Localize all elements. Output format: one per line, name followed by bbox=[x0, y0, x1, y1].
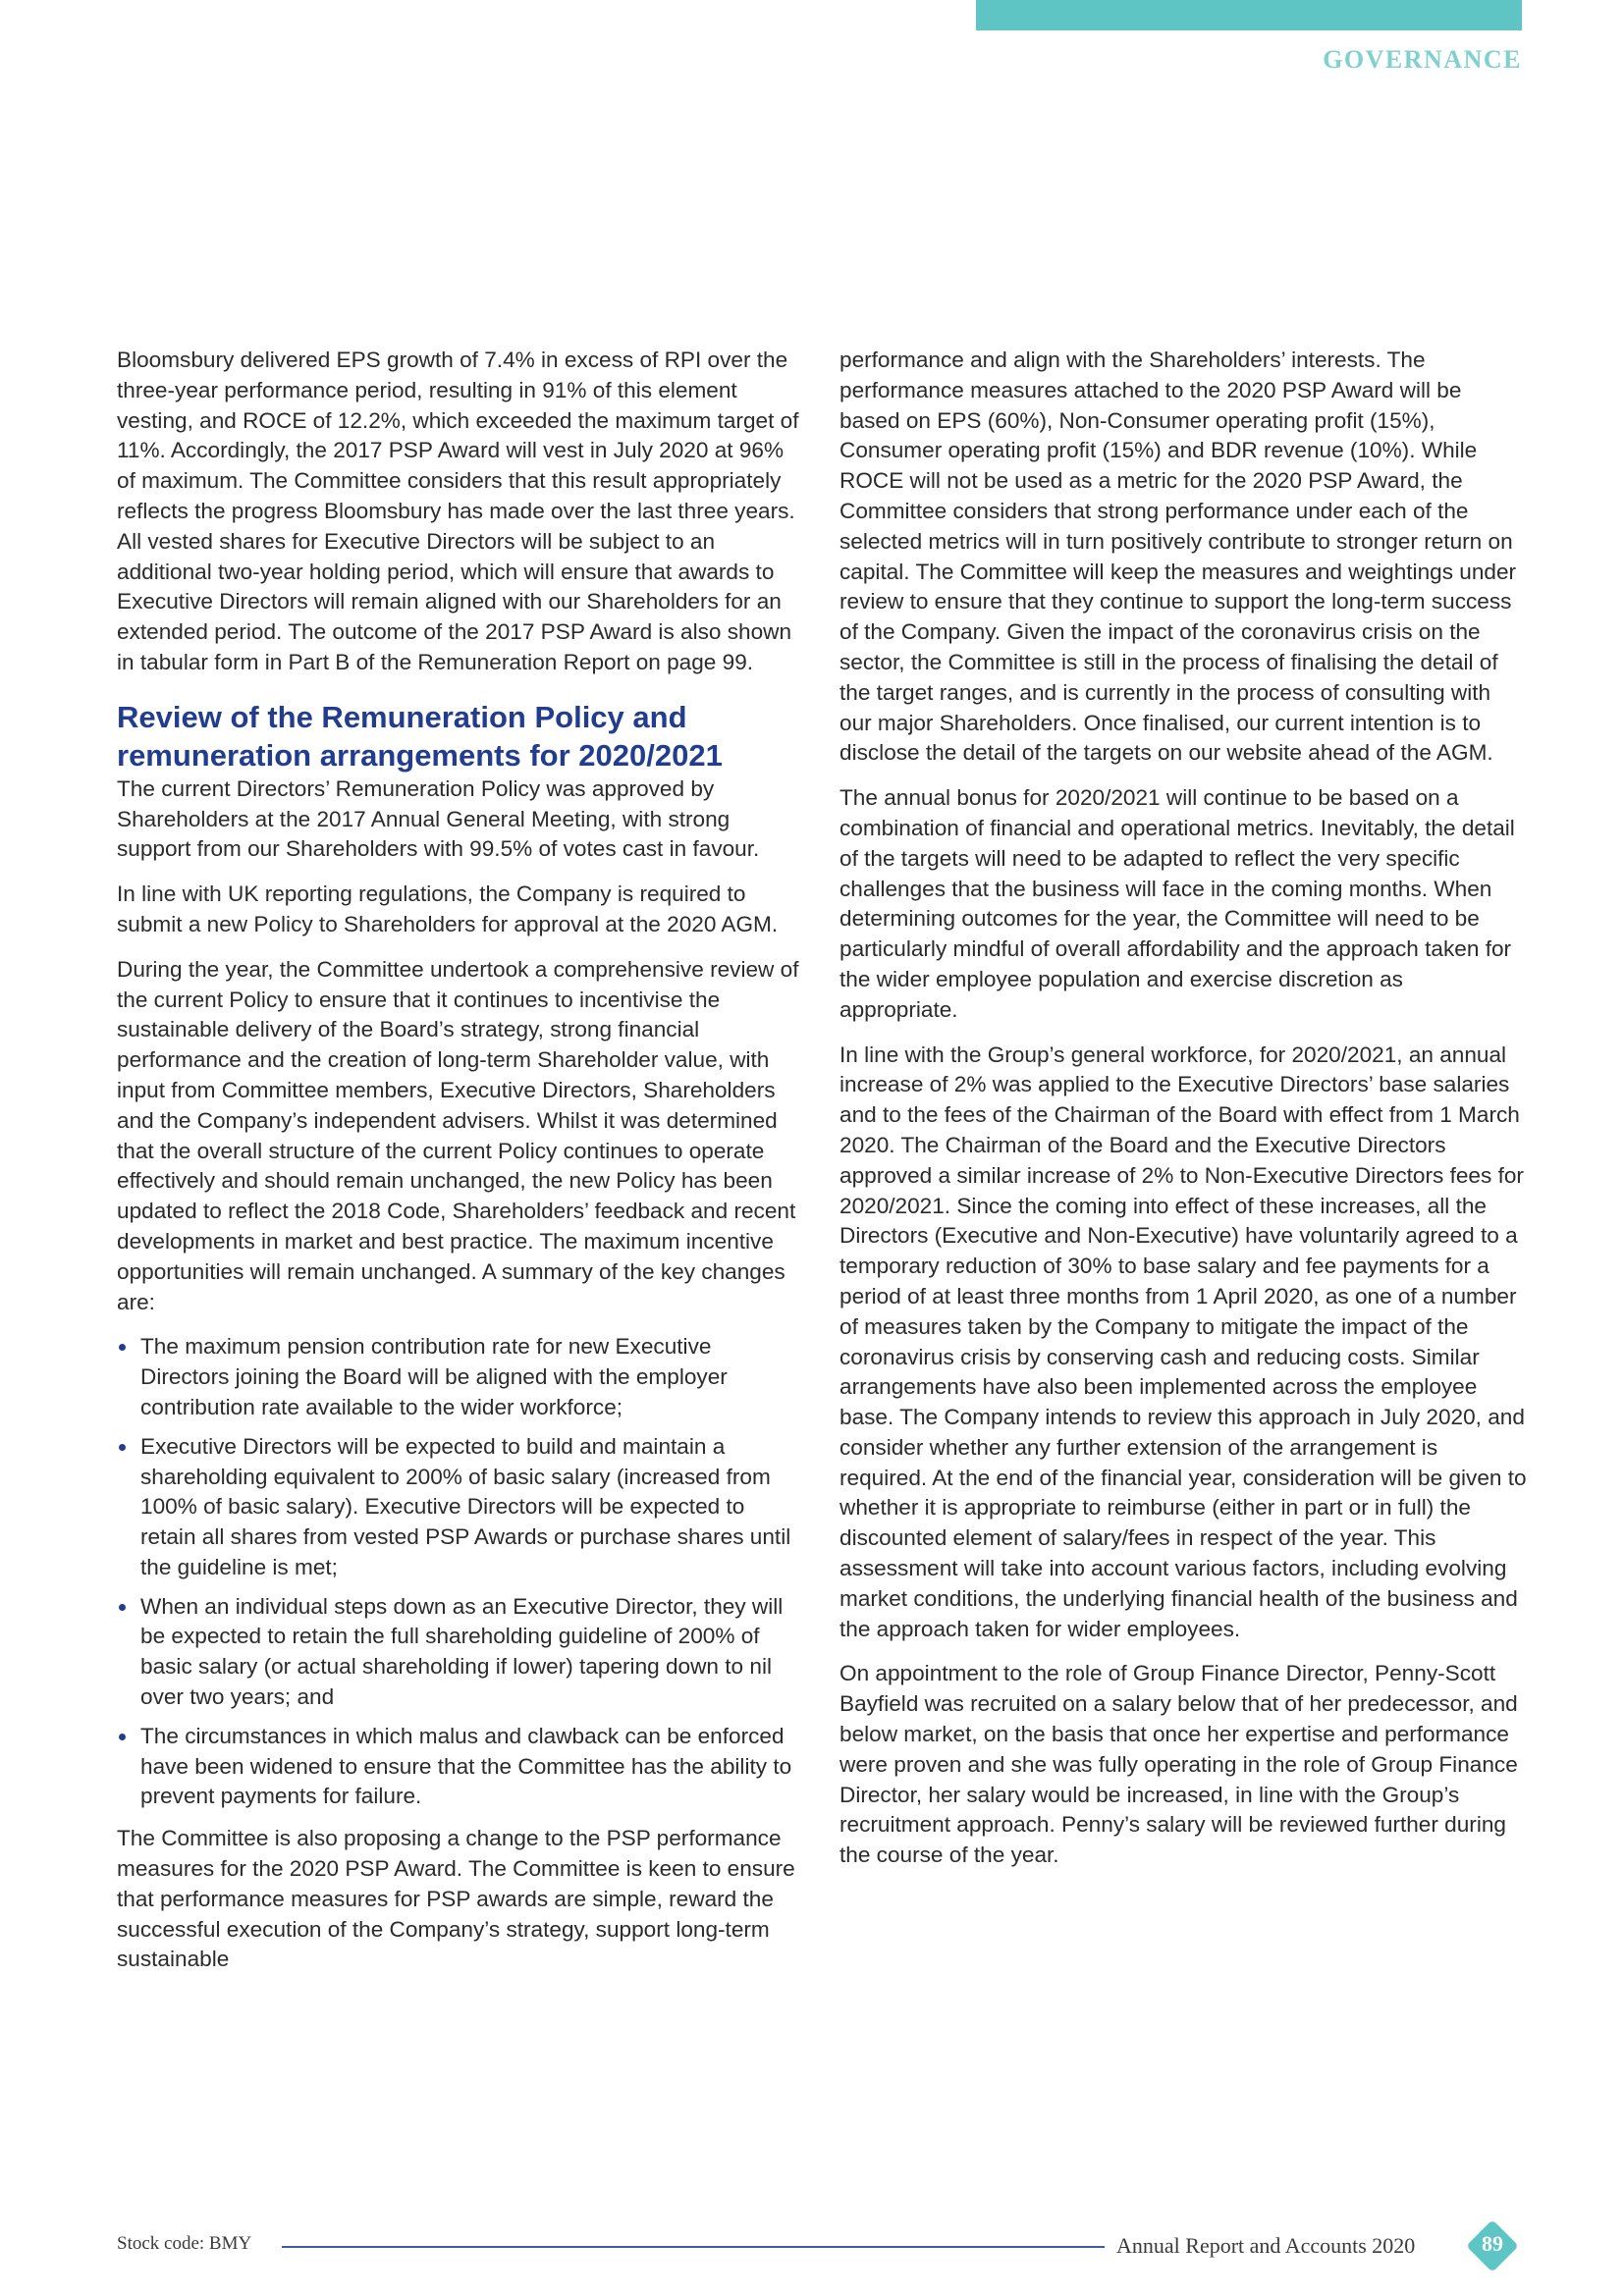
section-label: GOVERNANCE bbox=[1323, 45, 1522, 74]
right-column bbox=[839, 346, 1527, 1886]
paragraph: In line with the Group’s general workforce, for 2020/2021, an annual increase of 2% was applied to the Executive Directors’ base salaries and to the fees of the Chairman of the Board with effect from 1 March 2020. The Chairman of the Board and the Executive Directors approved a similar increase of 2% to Non-Executive Directors fees for 2020/2021. Since the coming into effect of these increases, all the Directors (Executive and Non-Executive) have voluntarily agreed to a temporary reduction of 30% to base salary and fee payments for a period of at least three months from 1 April 2020, as one of a number of measures taken by the Company to mitigate the impact of the coronavirus crisis by conserving cash and reducing costs. Similar arrangements have also been implemented across the employee base. The Company intends to review this approach in July 2020, and consider whether any further extension of the arrangement is required. At the end of the financial year, consideration will be given to whether it is appropriate to reimburse (either in part or in full) the discounted element of salary/fees in respect of the year. This assessment will take into account various factors, including evolving market conditions, the underlying financial health of the business and the approach taken for wider employees. bbox=[839, 1041, 1527, 1641]
report-title: Annual Report and Accounts 2020 bbox=[1116, 2233, 1416, 2258]
paragraph: In line with UK reporting regulations, the Company is required to submit a new Policy to Shareholders for approval at the 2020 AGM. bbox=[117, 881, 779, 936]
page-number: 89 bbox=[1482, 2231, 1503, 2256]
paragraph: Bloomsbury delivered EPS growth of 7.4% in excess of RPI over the three-year performance period, resulting in 91% of this element vesting, and ROCE of 12.2%, which exceeded the maximum target of 11%. Accordingly, the 2017 PSP Award will vest in July 2020 at 96% of maximum. The Committee considers that this result appropriately reflects the progress Bloomsbury has made over the last three years. All vested shares for Executive Directors will be subject to an additional two-year holding period, which will ensure that awards to Executive Directors will remain aligned with our Shareholders for an extended period. The outcome of the 2017 PSP Award is also shown in tabular form in Part B of the Remuneration Report on page 99. bbox=[117, 347, 799, 674]
list-item-text: When an individual steps down as an Executive Director, they will be expected to retain the full shareholding guideline of 200% of basic salary (or actual shareholding if lower) tapering down to nil over two years; and bbox=[140, 1593, 784, 1710]
list-item-text: The circumstances in which malus and clawback can be enforced have been widened to ensure that the Committee has the ability to prevent payments for failure. bbox=[140, 1723, 792, 1809]
footer-divider bbox=[282, 2246, 1105, 2248]
paragraph: The current Directors’ Remuneration Policy was approved by Shareholders at the 2017 Annual General Meeting, with strong support from our Shareholders with 99.5% of votes cast in favour. bbox=[117, 775, 760, 862]
bullet-icon bbox=[119, 1734, 126, 1740]
paragraph: performance and align with the Shareholders’ interests. The performance measures attached to the 2020 PSP Award will be based on EPS (60%), Non-Consumer operating profit (15%), Consumer operating profit (15%) and BDR revenue (10%). While ROCE will not be used as a metric for the 2020 PSP Award, the Committee considers that strong performance under each of the selected metrics will in turn positively contribute to stronger return on capital. The Committee will keep the measures and weightings under review to ensure that they continue to support the long-term success of the Company. Given the impact of the coronavirus crisis on the sector, the Committee is still in the process of finalising the detail of the target ranges, and is currently in the process of consulting with our major Shareholders. Once finalised, our current intention is to disclose the detail of the targets on our website ahead of the AGM. bbox=[839, 347, 1517, 766]
list-item-text: The maximum pension contribution rate for new Executive Directors joining the Board will be aligned with the employer contribution rate available to the wider workforce; bbox=[140, 1334, 728, 1419]
paragraph: During the year, the Committee undertook a comprehensive review of the current Policy to ensure that it continues to incentivise the sustainable delivery of the Board’s strategy, strong financial performance and the creation of long-term Shareholder value, with input from Committee members, Executive Directors, Shareholders and the Company’s independent advisers. Whilst it was determined that the overall structure of the current Policy continues to operate effectively and should remain unchanged, the new Policy has been updated to reflect the 2018 Code, Shareholders’ feedback and recent developments in market and best practice. The maximum incentive opportunities will remain unchanged. A summary of the key changes are: bbox=[117, 956, 799, 1314]
page-number-badge bbox=[1464, 2217, 1521, 2274]
stock-code: Stock code: BMY bbox=[117, 2233, 252, 2254]
bullet-icon bbox=[119, 1604, 126, 1611]
section-heading: Review of the Remuneration Policy and remuneration arrangements for 2020/2021 bbox=[117, 699, 723, 773]
top-accent-bar bbox=[976, 0, 1522, 30]
key-changes-list bbox=[117, 1332, 804, 1812]
paragraph: The annual bonus for 2020/2021 will continue to be based on a combination of financial and operational metrics. Inevitably, the detail of the targets will need to be adapted to reflect the very specific challenges that the business will face in the coming months. When determining outcomes for the year, the Committee will need to be particularly mindful of overall affordability and the approach taken for the wider employee population and exercise discretion as appropriate. bbox=[839, 785, 1515, 1022]
bullet-icon bbox=[119, 1344, 126, 1351]
list-item bbox=[117, 1432, 804, 1583]
left-column bbox=[117, 346, 804, 1990]
paragraph: The Committee is also proposing a change to the PSP performance measures for the 2020 PSP Award. The Committee is keen to ensure that performance measures for PSP awards are simple, reward the successful execution of the Company’s strategy, support long-term sustainable bbox=[117, 1826, 795, 1972]
list-item bbox=[117, 1722, 804, 1812]
list-item bbox=[117, 1332, 804, 1422]
bullet-icon bbox=[119, 1444, 126, 1451]
list-item bbox=[117, 1592, 804, 1713]
paragraph: On appointment to the role of Group Finance Director, Penny-Scott Bayfield was recruited on a salary below that of her predecessor, and below market, on the basis that once her expertise and performance were proven and she was fully operating in the role of Group Finance Director, her salary would be increased, in line with the Group’s recruitment approach. Penny’s salary will be reviewed further during the course of the year. bbox=[839, 1661, 1518, 1868]
list-item-text: Executive Directors will be expected to build and maintain a shareholding equivalent to 200% of basic salary (increased from 100% of basic salary). Executive Directors will be expected to retain all shares from vested PSP Awards or purchase shares until the guideline is met; bbox=[140, 1433, 791, 1579]
